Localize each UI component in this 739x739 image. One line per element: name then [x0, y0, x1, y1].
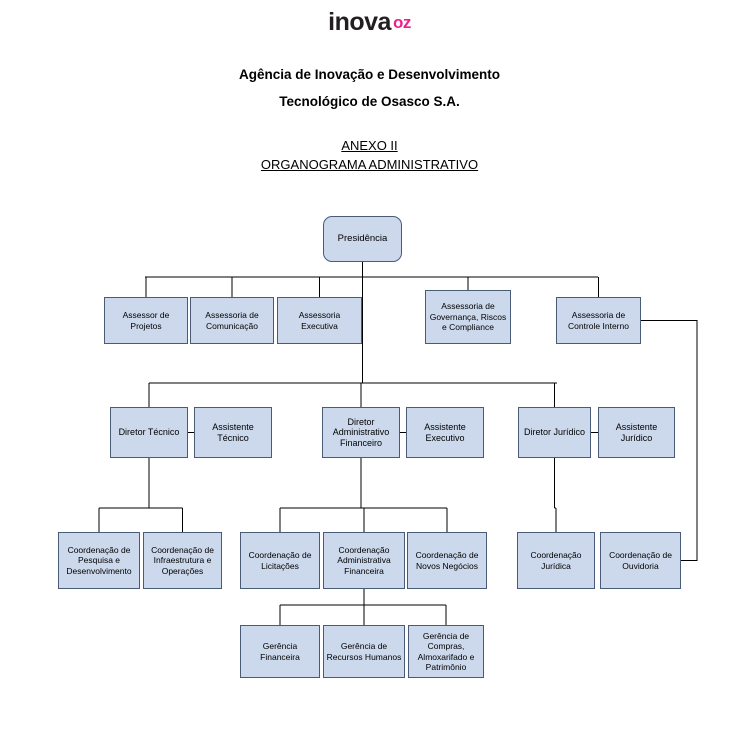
- org-node-assessoria-governanca: Assessoria de Governança, Riscos e Compliance: [425, 290, 511, 344]
- org-node-coord-infraestrutura: Coordenação de Infraestrutura e Operações: [143, 532, 222, 589]
- annex-label-text: ANEXO II: [341, 138, 398, 153]
- chart-subtitle-text: ORGANOGRAMA ADMINISTRATIVO: [260, 157, 479, 172]
- org-node-assessoria-executiva: Assessoria Executiva: [277, 297, 362, 344]
- org-node-assistente-juridico: Assistente Jurídico: [598, 407, 675, 458]
- org-node-assessor-projetos: Assessor de Projetos: [104, 297, 188, 344]
- page-title-line-2: Tecnológico de Osasco S.A.: [279, 94, 460, 109]
- org-node-presidencia: Presidência: [323, 216, 402, 262]
- org-node-assistente-tecnico: Assistente Técnico: [194, 407, 272, 458]
- org-node-gerencia-rh: Gerência de Recursos Humanos: [323, 625, 405, 678]
- org-node-diretor-adm-financeiro: Diretor Administrativo Financeiro: [322, 407, 400, 458]
- org-node-coord-ouvidoria: Coordenação de Ouvidoria: [600, 532, 681, 589]
- org-node-coord-juridica: Coordenação Jurídica: [517, 532, 595, 589]
- org-node-diretor-juridico: Diretor Jurídico: [518, 407, 591, 458]
- org-node-coord-adm-financeira: Coordenação Administrativa Financeira: [323, 532, 405, 589]
- org-node-diretor-tecnico: Diretor Técnico: [110, 407, 188, 458]
- org-node-assessoria-controle-interno: Assessoria de Controle Interno: [556, 297, 641, 344]
- org-node-gerencia-compras: Gerência de Compras, Almoxarifado e Patrimônio: [408, 625, 484, 678]
- org-node-coord-licitacoes: Coordenação de Licitações: [240, 532, 320, 589]
- page-title-line-1: Agência de Inovação e Desenvolvimento: [238, 67, 501, 82]
- org-node-gerencia-financeira: Gerência Financeira: [240, 625, 320, 678]
- org-node-coord-pesquisa: Coordenação de Pesquisa e Desenvolvimento: [58, 532, 140, 589]
- org-node-coord-novos-negocios: Coordenação de Novos Negócios: [407, 532, 487, 589]
- org-node-assistente-executivo: Assistente Executivo: [406, 407, 484, 458]
- logo-wordmark: inova: [328, 8, 391, 36]
- org-node-assessoria-comunicacao: Assessoria de Comunicação: [190, 297, 274, 344]
- logo-suffix: oz: [392, 13, 411, 32]
